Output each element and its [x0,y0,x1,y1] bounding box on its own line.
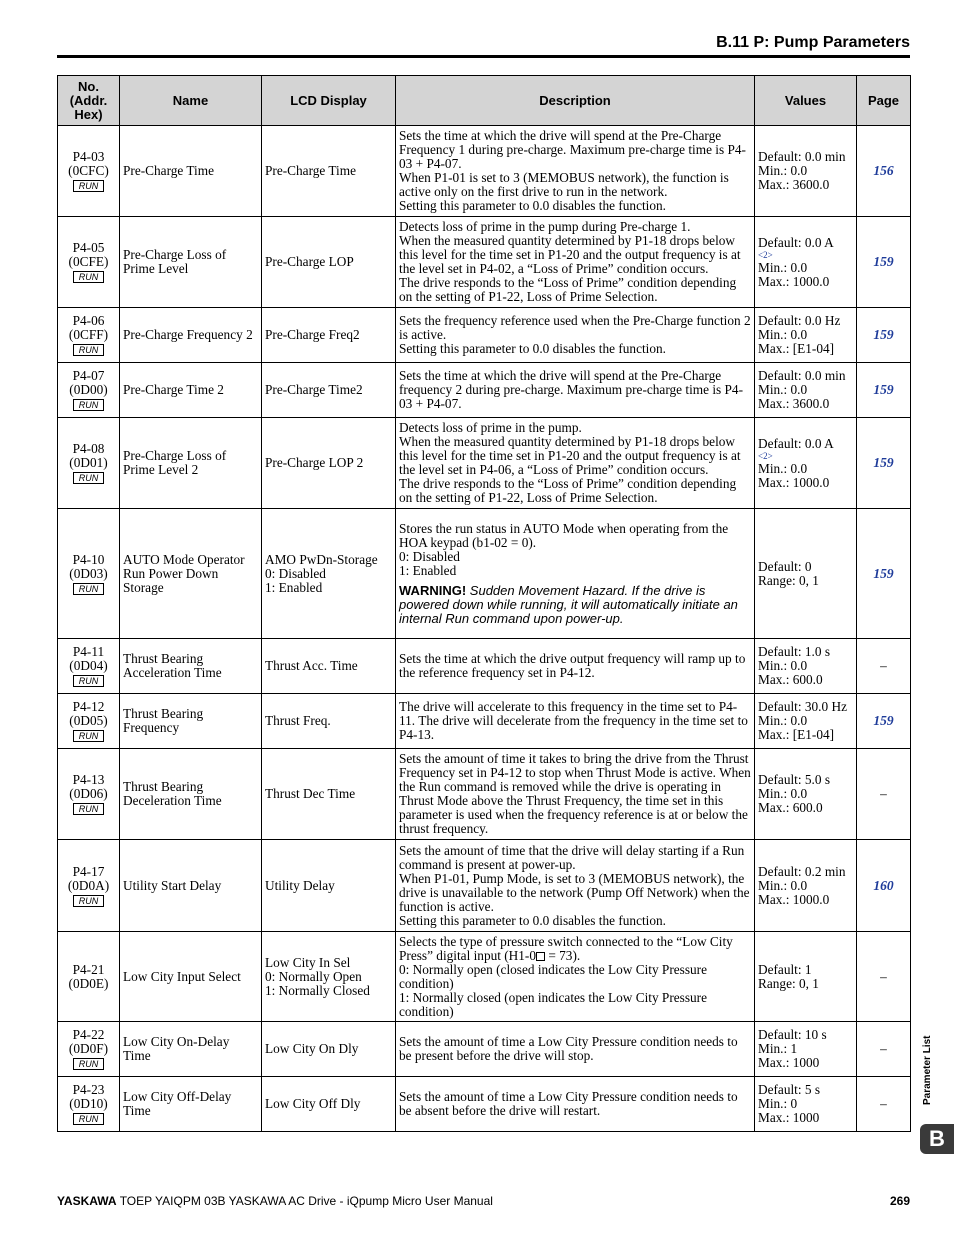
param-description [396,217,755,308]
param-address: (0D0E) [68,975,109,991]
value-line: Max.: 1000 [758,1055,820,1070]
table-row [58,126,911,217]
value-line: Default: 5 s [758,1082,821,1097]
description-line: 0: Disabled [399,548,460,564]
description-line: When the measured quantity determined by P1-18 drops below this level for the time set in P1-20 and the output frequency is at the level set in P4-02, a “Loss of Prime” condition occurs. [399,233,741,276]
param-name: Thrust Bearing Frequency [120,694,262,749]
lcd-display: Utility Delay [262,840,396,932]
value-line: Default: 0.0 A [758,435,834,451]
value-line: Default: 0 [758,558,812,574]
page-none: – [880,968,887,984]
lcd-display: Pre-Charge Time [262,126,396,217]
value-line: Default: 0.2 min [758,863,846,879]
param-name: Low City Input Select [120,932,262,1022]
table-header-row [58,76,911,126]
param-description [396,639,755,694]
run-badge: RUN [73,399,104,411]
lcd-display: Pre-Charge LOP 2 [262,418,396,509]
value-line: Max.: 3600.0 [758,177,830,192]
description-line: Sets the amount of time that the drive will delay starting if a Run command is present at power-up. [399,842,745,872]
description-line: The drive responds to the “Loss of Prime” condition depending on the setting of P1-22, Loss of Prime Selection. [399,275,737,304]
param-number-cell [58,749,120,840]
page-link[interactable]: 159 [873,713,894,728]
param-values [755,308,857,363]
param-description [396,1077,755,1132]
param-address: (0D0A) [67,877,110,893]
page-cell [857,418,911,509]
value-line: Min.: 0.0 [758,786,808,801]
param-number-cell [58,932,120,1022]
value-line: Max.: [E1-04] [758,727,835,742]
page-cell [857,840,911,932]
appendix-tab: B [920,1124,954,1154]
description-line: Detects loss of prime in the pump. [399,420,582,435]
description-line: Detects loss of prime in the pump during Pre-charge 1. [399,219,691,234]
footer-page-number: 269 [889,1194,910,1208]
param-number: P4-13 [72,772,105,787]
lcd-display: Low City In Sel 0: Normally Open 1: Normally Closed [262,932,396,1022]
run-badge: RUN [73,271,104,283]
value-line: Default: 0.0 A [758,234,834,250]
value-line: Default: 0.0 min [758,368,846,383]
param-number-cell [58,418,120,509]
run-badge: RUN [73,895,104,907]
description-line: Sets the frequency reference used when the Pre-Charge function 2 is active. [399,313,751,342]
value-line: Min.: 0.0 [758,382,808,397]
param-address: (0D00) [69,382,108,397]
value-line: Range: 0, 1 [758,975,819,991]
description-line: When the measured quantity determined by P1-18 drops below this level for the time set in P1-20 and the output frequency is at the level set in P4-06, a “Loss of Prime” condition occurs. [399,434,741,477]
footer-doc-title [57,1194,493,1208]
param-number: P4-03 [72,149,105,164]
table-row [58,217,911,308]
param-number: P4-08 [72,441,105,456]
param-values [755,694,857,749]
page-cell [857,639,911,694]
lcd-display: Pre-Charge Time2 [262,363,396,418]
param-address: (0D06) [69,786,108,801]
run-badge: RUN [73,675,104,687]
page-none: – [880,1096,887,1111]
run-badge: RUN [73,803,104,815]
description-line: When P1-01, Pump Mode, is set to 3 (MEMOBUS network), the drive is unavailable to the network (Pump Off Network) when the function is active. [399,870,750,914]
param-values [755,1022,857,1077]
value-line: Max.: 1000.0 [758,273,830,289]
param-description [396,363,755,418]
page-cell [857,1022,911,1077]
table-row [58,749,911,840]
description-line: Sets the amount of time a Low City Pressure condition needs to be absent before the drive will restart. [399,1089,738,1118]
value-line: Max.: 1000 [758,1110,820,1125]
value-line: Min.: 0.0 [758,658,808,673]
param-description [396,1022,755,1077]
page-link[interactable]: 159 [873,382,894,397]
run-badge: RUN [73,1058,104,1070]
description-line: Sets the amount of time it takes to bring the drive from the Thrust Frequency set in P4-12 to stop when Thrust Mode is active. When the Run command is removed while the drive is operating in Thrust Mode above the Thrust Frequency, the time set in this parameter is used when the frequency reference is at or below the thrust frequency. [399,751,751,836]
param-values [755,509,857,639]
param-name: Pre-Charge Time 2 [120,363,262,418]
value-line: Max.: 600.0 [758,800,823,815]
lcd-display: Low City On Dly [262,1022,396,1077]
value-line: Default: 1 [758,961,812,977]
page-link[interactable]: 156 [873,163,894,178]
param-name: Pre-Charge Time [120,126,262,217]
param-name: Utility Start Delay [120,840,262,932]
value-line: Default: 10 s [758,1027,827,1042]
description-line: Setting this parameter to 0.0 disables the function. [399,341,666,356]
param-address: (0D05) [69,713,108,728]
param-description [396,749,755,840]
table-row [58,840,911,932]
param-address: (0D03) [69,565,108,581]
value-line: Min.: 0.0 [758,713,808,728]
param-name: Low City On-Delay Time [120,1022,262,1077]
description-line: Sets the time at which the drive will spend at the Pre-Charge Frequency 1 during pre-charge. Maximum pre-charge time is P4-03 + P4-07. [399,128,746,171]
param-address: (0D01) [69,455,108,470]
page-cell [857,126,911,217]
description-line: Sets the amount of time a Low City Pressure condition needs to be present before the drive will stop. [399,1034,738,1063]
lcd-display: Thrust Acc. Time [262,639,396,694]
value-line: Min.: 0.0 [758,259,808,275]
description-line: The drive responds to the “Loss of Prime” condition depending on the setting of P1-22, Loss of Prime Selection. [399,476,737,505]
param-values [755,639,857,694]
param-values [755,363,857,418]
page-link[interactable]: 159 [873,565,894,581]
warning-label: WARNING! [399,582,467,598]
description-text: Selects the type of pressure switch connected to the “Low City Press” digital input (H1-0 [399,933,733,963]
page-cell [857,932,911,1022]
param-values [755,1077,857,1132]
header-rule [57,55,910,58]
value-line: Default: 0.0 min [758,149,846,164]
param-number-cell [58,694,120,749]
value-line: Max.: 600.0 [758,672,823,687]
param-address: (0CFC) [68,163,109,178]
lcd-display: Thrust Freq. [262,694,396,749]
run-badge: RUN [73,180,104,192]
description-line: Sets the time at which the drive output frequency will ramp up to the reference frequency set in P4-12. [399,651,746,680]
param-values [755,932,857,1022]
run-badge: RUN [73,472,104,484]
param-number-cell [58,363,120,418]
description-text: = 73). [545,947,581,963]
page-cell [857,509,911,639]
description-line: Sets the time at which the drive will spend at the Pre-Charge frequency 2 during pre-charge. Maximum pre-charge time is P4-03 + P4-07. [399,368,744,411]
col-header-lcd: LCD Display [262,76,396,126]
value-line: Default: 0.0 Hz [758,313,841,328]
value-line: Default: 5.0 s [758,772,831,787]
param-description [396,509,755,639]
value-line: Min.: 1 [758,1041,798,1056]
param-number-cell [58,308,120,363]
page-none: – [880,658,887,673]
page-link[interactable]: 160 [873,877,894,893]
description-line [399,935,751,963]
param-number: P4-05 [72,240,105,255]
col-header-description: Description [396,76,755,126]
param-description [396,932,755,1022]
table-row [58,509,911,639]
page-cell [857,217,911,308]
param-description [396,694,755,749]
param-name: Pre-Charge Loss of Prime Level 2 [120,418,262,509]
value-line: Min.: 0.0 [758,877,808,893]
description-line: 1: Normally closed (open indicates the Low City Pressure condition) [399,989,707,1019]
param-number-cell [58,126,120,217]
page-cell [857,694,911,749]
run-badge: RUN [73,730,104,742]
param-name: Pre-Charge Loss of Prime Level [120,217,262,308]
run-badge: RUN [73,1113,104,1125]
param-name: AUTO Mode Operator Run Power Down Storage [120,509,262,639]
warning-text: Sudden Movement Hazard. If the drive is powered down while running, it will automatically initiate an internal Run command upon power-up. [399,582,738,626]
page-link[interactable]: 159 [873,327,894,342]
param-values [755,749,857,840]
param-name: Pre-Charge Frequency 2 [120,308,262,363]
description-line: 0: Normally open (closed indicates the Low City Pressure condition) [399,961,707,991]
page-link[interactable]: 159 [873,455,894,470]
value-line: Default: 30.0 Hz [758,699,847,714]
table-row [58,1077,911,1132]
value-line: Max.: 1000.0 [758,474,830,490]
table-row [58,932,911,1022]
value-line: Min.: 0.0 [758,163,808,178]
param-name: Low City Off-Delay Time [120,1077,262,1132]
lcd-display: Pre-Charge Freq2 [262,308,396,363]
param-number-cell [58,509,120,639]
description-line: When P1-01 is set to 3 (MEMOBUS network), the function is active only on the first drive to run in the network. [399,170,729,199]
page-none: – [880,1041,887,1056]
page-link[interactable]: 159 [873,254,894,269]
value-line: Min.: 0 [758,1096,798,1111]
param-values [755,126,857,217]
run-badge: RUN [73,344,104,356]
table-row [58,418,911,509]
param-name: Thrust Bearing Deceleration Time [120,749,262,840]
table-row [58,363,911,418]
param-address: (0D10) [69,1096,108,1111]
param-number-cell [58,840,120,932]
description-line: 1: Enabled [399,562,457,578]
param-description [396,126,755,217]
value-line: Min.: 0.0 [758,327,808,342]
table-row [58,639,911,694]
page-cell [857,1077,911,1132]
footer-brand: YASKAWA [57,1194,117,1208]
param-description [396,308,755,363]
page-cell [857,749,911,840]
table-row [58,308,911,363]
note-reference-link[interactable]: <2> [758,249,773,260]
param-address: (0D04) [69,658,108,673]
col-header-no: No. (Addr. Hex) [58,76,120,126]
placeholder-box-icon [536,952,545,961]
param-description [396,840,755,932]
footer-doc: TOEP YAIQPM 03B YASKAWA AC Drive - iQpump Micro User Manual [116,1194,493,1208]
param-number-cell [58,1077,120,1132]
note-reference-link[interactable]: <2> [758,450,773,461]
value-line: Range: 0, 1 [758,572,819,588]
table-body [58,126,911,1132]
param-number: P4-23 [72,1082,105,1097]
table-row [58,1022,911,1077]
warning-block [399,584,751,626]
param-number: P4-12 [72,699,105,714]
param-number: P4-07 [72,368,105,383]
parameter-table [57,75,911,1132]
param-name: Thrust Bearing Acceleration Time [120,639,262,694]
lcd-display: Thrust Dec Time [262,749,396,840]
side-section-label: Parameter List [922,1035,933,1105]
value-line: Max.: [E1-04] [758,341,835,356]
page-cell [857,308,911,363]
param-values [755,217,857,308]
param-address: (0D0F) [68,1041,109,1056]
value-line: Max.: 3600.0 [758,396,830,411]
table-row [58,694,911,749]
value-line: Max.: 1000.0 [758,891,830,907]
param-number-cell [58,1022,120,1077]
param-number: P4-21 [72,961,105,977]
section-title: B.11 P: Pump Parameters [716,34,910,51]
param-number: P4-06 [72,313,105,328]
param-number: P4-11 [72,644,105,659]
param-number-cell [58,217,120,308]
param-number: P4-22 [72,1027,105,1042]
param-address: (0CFF) [68,327,109,342]
param-number: P4-10 [72,551,105,567]
col-header-page: Page [857,76,911,126]
col-header-values: Values [755,76,857,126]
param-values [755,418,857,509]
param-number-cell [58,639,120,694]
param-values [755,840,857,932]
lcd-display: Low City Off Dly [262,1077,396,1132]
page-none: – [880,786,887,801]
description-line: Setting this parameter to 0.0 disables the function. [399,198,666,213]
description-line: Setting this parameter to 0.0 disables the function. [399,912,666,928]
lcd-display: Pre-Charge LOP [262,217,396,308]
description-line: The drive will accelerate to this frequency in the time set to P4-11. The drive will decelerate from the frequency in the time set to P4-13. [399,699,748,742]
value-line: Min.: 0.0 [758,460,808,476]
param-address: (0CFE) [68,254,109,269]
param-number: P4-17 [72,863,105,879]
lcd-display: AMO PwDn-Storage 0: Disabled 1: Enabled [262,509,396,639]
page-cell [857,363,911,418]
param-description [396,418,755,509]
description-line: Stores the run status in AUTO Mode when operating from the HOA keypad (b1-02 = 0). [399,520,729,550]
value-line: Default: 1.0 s [758,644,831,659]
run-badge: RUN [73,583,104,595]
col-header-name: Name [120,76,262,126]
